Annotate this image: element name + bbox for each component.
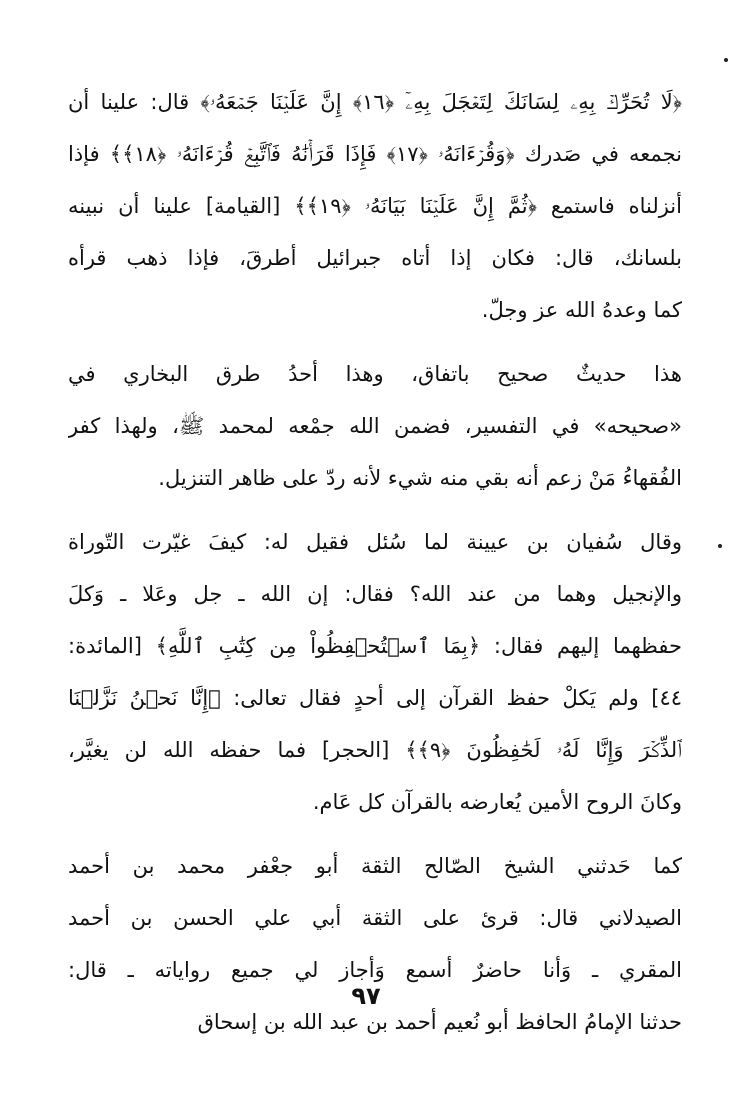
paragraph-1	[68, 76, 682, 336]
text-line: وكانَ الروح الأمين يُعارضه بالقرآن كل عَام.	[312, 790, 682, 814]
text-line: حفظهما إليهم فقال: ﴿بِمَا ٱسۡتُحۡفِظُواْ مِن كِتَٰبِ ٱللَّهِ﴾ [المائدة:	[68, 634, 682, 658]
paragraph-3	[68, 516, 682, 828]
text-line: أنزلناه فاستمع ﴿ثُمَّ إِنَّ عَلَيۡنَا بَيَانَهُۥ ﴿١٩﴾﴾ [القيامة] علينا أن نبينه	[68, 194, 682, 218]
paragraph-4	[68, 840, 682, 1048]
text-line: المقري ـ وَأنا حاضرٌ أسمع وَأجاز لي جميع رواياته ـ قال:	[68, 958, 682, 982]
margin-dot	[718, 544, 722, 548]
text-line: كما وعدهُ الله عز وجلّ.	[481, 298, 682, 322]
text-line: نجمعه في صَدرك ﴿وَقُرۡءَانَهُۥ ﴿١٧﴾ فَإِذَا قَرَأۡنَٰهُ فَٱتَّبِعۡ قُرۡءَانَهُۥ ﴿١٨﴾﴾ فإذا	[68, 142, 682, 166]
text-line: هذا حديثٌ صحيح باتفاق، وهذا أحدُ طرق البخاري في	[68, 362, 682, 386]
text-line: كما حَدثني الشيخ الصّالح الثقة أبو جعْفر محمد بن أحمد	[68, 854, 682, 878]
text-line: وقال سُفيان بن عيينة لما سُئل فقيل له: كيفَ غيّرت التّوراة	[68, 530, 682, 554]
margin-dot	[724, 58, 728, 62]
text-line: ٱلذِّكۡرَ وَإِنَّا لَهُۥ لَحَٰفِظُونَ ﴿٩﴾﴾ [الحجر] فما حفظه الله لن يغيَّر،	[68, 738, 682, 762]
text-line: حدثنا الإمامُ الحافظ أبو نُعيم أحمد بن عبد الله بن إسحاق	[197, 1010, 682, 1034]
text-line: الفُقهاءُ مَنْ زعم أنه بقي منه شيء لأنه ردّ على ظاهر التنزيل.	[158, 466, 682, 490]
text-line: ﴿لَا تُحَرِّكۡ بِهِۦ لِسَانَكَ لِتَعۡجَلَ بِهِۦٓ ﴿١٦﴾ إِنَّ عَلَيۡنَا جَمۡعَهُۥ﴾ قال: علينا أن	[68, 90, 682, 114]
text-line: «صحيحه» في التفسير، فضمن الله جمْعه لمحمد ﷺ، ولهذا كفر	[68, 414, 682, 438]
page-number: ٩٧	[351, 982, 381, 1010]
text-line: بلسانك، قال: فكان إذا أتاه جبرائيل أطرقَ، فإذا ذهب قرأه	[68, 246, 682, 270]
paragraph-2	[68, 348, 682, 504]
text-line: والإنجيل وهما من عند الله؟ فقال: إن الله ـ جل وعَلا ـ وَكلَ	[68, 582, 682, 606]
text-line: ٤٤] ولم يَكلْ حفظ القرآن إلى أحدٍ فقال تعالى: ﴿إِنَّا نَحۡنُ نَزَّلۡنَا	[68, 686, 682, 710]
page-body	[68, 76, 682, 1048]
text-line: الصيدلاني قال: قرئ على الثقة أبي علي الحسن بن أحمد	[68, 906, 682, 930]
